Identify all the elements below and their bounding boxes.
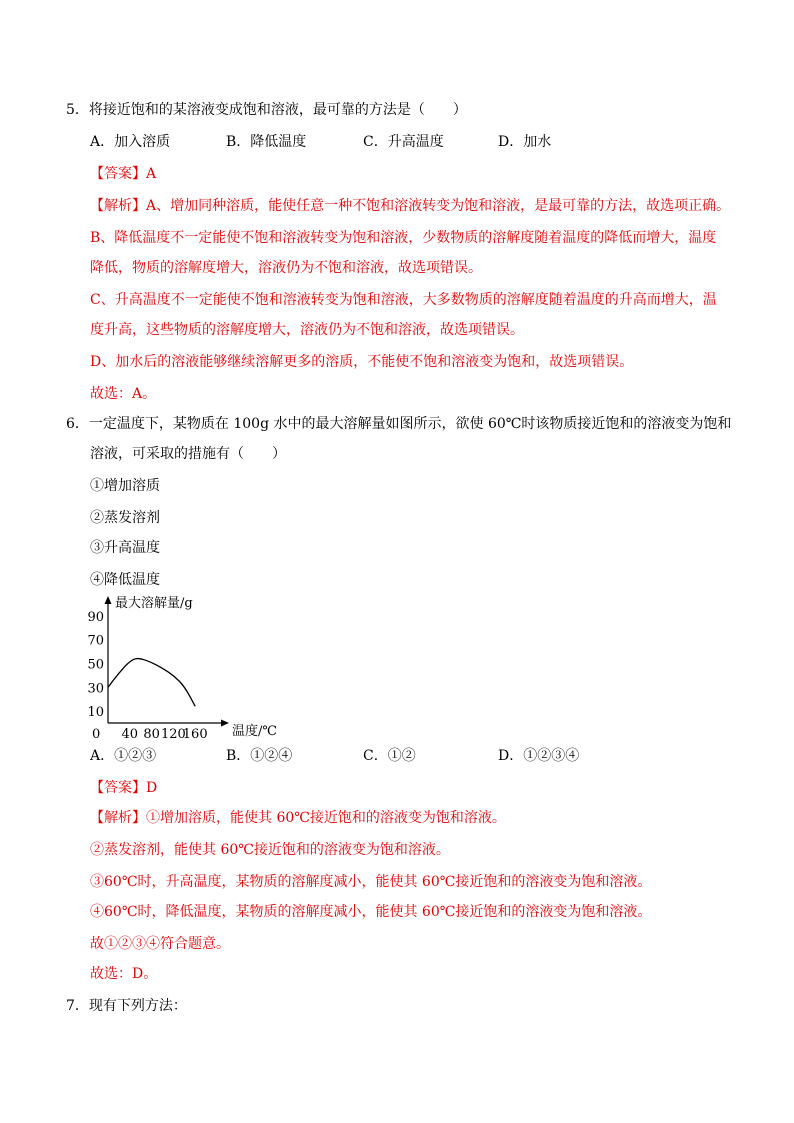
q5-analysis-line: C、升高温度不一定能使不饱和溶液转变为饱和溶液，大多数物质的溶解度随着温度的升高而增大，温 (90, 292, 717, 308)
q6-stem: 6．一定温度下，某物质在 100g 水中的最大溶解量如图所示，欲使 60℃时该物质接近饱和的溶液变为饱和 (66, 416, 732, 432)
q7-stem: 7．现有下列方法： (66, 998, 187, 1014)
q6-option-c: C．①② (363, 748, 416, 764)
chart-origin-label: 0 (92, 727, 101, 742)
q6-analysis-line: ③60℃时，升高温度，某物质的溶解度减小，能使其 60℃接近饱和的溶液变为饱和溶液。 (90, 874, 652, 890)
q6-option-a: A．①②③ (90, 748, 157, 764)
chart-series-line (108, 659, 195, 707)
q5-analysis-line: 度升高，这些物质的溶解度增大，溶液仍为不饱和溶液，故选项错误。 (90, 322, 524, 338)
chart-y-tick-label: 10 (87, 705, 104, 721)
q6-answer: 【答案】D (90, 780, 158, 796)
q5-option-b: B．降低温度 (226, 134, 307, 150)
q5-analysis-line: 【解析】A、增加同种溶质，能使任意一种不饱和溶液转变为饱和溶液，是最可靠的方法，故选项正确。 (90, 198, 731, 214)
q6-measure-1: ①增加溶质 (90, 478, 160, 494)
chart-y-axis-arrow (105, 596, 112, 604)
q5-analysis-line: D、加水后的溶液能够继续溶解更多的溶质，不能使不饱和溶液变为饱和，故选项错误。 (90, 354, 634, 370)
q6-option-d: D．①②③④ (498, 748, 580, 764)
solubility-chart (84, 592, 294, 742)
chart-y-tick-label: 70 (87, 633, 104, 649)
q5-stem: 5．将接近饱和的某溶液变成饱和溶液，最可靠的方法是（ ） (66, 102, 467, 118)
q5-analysis-line: 降低，物质的溶解度增大，溶液仍为不饱和溶液，故选项错误。 (90, 260, 482, 276)
q6-analysis-line: 【解析】①增加溶质，能使其 60℃接近饱和的溶液变为饱和溶液。 (90, 810, 506, 826)
q5-option-a: A．加入溶质 (90, 134, 171, 150)
chart-y-label: 最大溶解量/g (115, 596, 193, 611)
chart-x-tick-label: 80 (143, 727, 160, 742)
q6-option-b: B．①②④ (226, 748, 293, 764)
q5-analysis-line: B、降低温度不一定能使不饱和溶液转变为饱和溶液，少数物质的溶解度随着温度的降低而增大，温度 (90, 230, 717, 246)
q6-measure-4: ④降低温度 (90, 572, 160, 588)
chart-x-tick-label: 40 (121, 727, 139, 742)
q6-analysis-line: ④60℃时，降低温度，某物质的溶解度减小，能使其 60℃接近饱和的溶液变为饱和溶液。 (90, 904, 652, 920)
q6-measure-2: ②蒸发溶剂 (90, 510, 160, 526)
chart-y-tick-label: 30 (87, 681, 104, 697)
q6-analysis-line: ②蒸发溶剂，能使其 60℃接近饱和的溶液变为饱和溶液。 (90, 842, 450, 858)
q6-measure-3: ③升高温度 (90, 540, 160, 556)
chart-y-tick-label: 50 (87, 657, 104, 673)
chart-x-tick-label: 160 (182, 727, 208, 742)
chart-y-tick-label: 90 (87, 609, 104, 625)
chart-x-axis-arrow (221, 720, 229, 727)
q5-analysis-line: 故选：A。 (90, 386, 157, 402)
chart-x-label: 温度/℃ (232, 724, 277, 739)
q6-stem: 溶液，可采取的措施有（ ） (90, 446, 286, 462)
chart-x-tick-label: 120 (160, 727, 186, 742)
q5-answer: 【答案】A (90, 166, 157, 182)
q6-analysis-line: 故①②③④符合题意。 (90, 936, 230, 952)
q5-option-d: D．加水 (498, 134, 552, 150)
q5-option-c: C．升高温度 (363, 134, 444, 150)
q6-analysis-line: 故选：D。 (90, 966, 158, 982)
